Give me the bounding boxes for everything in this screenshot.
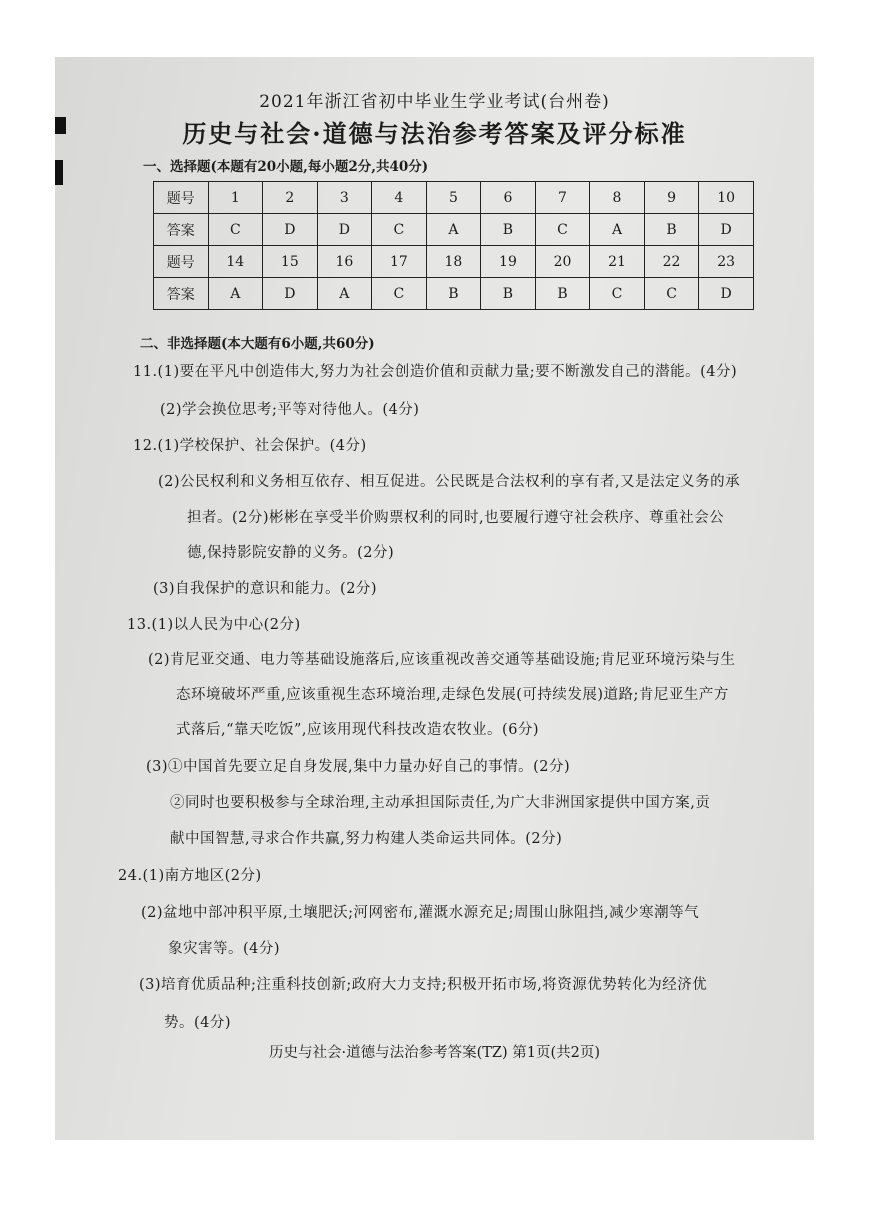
question-number: 1 <box>208 182 263 214</box>
question-number: 2 <box>263 182 318 214</box>
question-number: 21 <box>590 246 645 278</box>
answer-12-1: 12.(1)学校保护、社会保护。(4分) <box>133 438 367 454</box>
answer-12-2-cont: 德,保持影院安静的义务。(2分) <box>187 545 395 561</box>
answer-cell: D <box>263 278 318 310</box>
question-number: 3 <box>317 182 372 214</box>
answer-cell: B <box>481 214 536 246</box>
answer-cell: D <box>317 214 372 246</box>
answer-cell: B <box>535 278 590 310</box>
answer-cell: A <box>590 214 645 246</box>
answer-24-2: (2)盆地中部冲积平原,土壤肥沃;河网密布,灌溉水源充足;周围山脉阻挡,减少寒潮等气 <box>141 905 700 921</box>
row-label: 题号 <box>154 182 209 214</box>
answer-cell: C <box>372 278 427 310</box>
answer-24-1: 24.(1)南方地区(2分) <box>118 868 262 884</box>
section1-heading: 一、选择题(本题有20小题,每小题2分,共40分) <box>143 159 429 175</box>
question-number: 19 <box>481 246 536 278</box>
table-row <box>154 214 754 246</box>
question-number: 17 <box>372 246 427 278</box>
section2-heading: 二、非选择题(本大题有6小题,共60分) <box>140 336 375 352</box>
answer-13-3-cont: ②同时也要积极参与全球治理,主动承担国际责任,为广大非洲国家提供中国方案,贡 <box>170 795 711 811</box>
answer-cell: D <box>263 214 318 246</box>
answer-13-3-cont: 献中国智慧,寻求合作共赢,努力构建人类命运共同体。(2分) <box>170 831 563 847</box>
answer-cell: B <box>481 278 536 310</box>
question-number: 10 <box>699 182 754 214</box>
answer-cell: A <box>208 278 263 310</box>
answer-11-2: (2)学会换位思考;平等对待他人。(4分) <box>160 402 420 418</box>
question-number: 5 <box>426 182 481 214</box>
answer-24-3-cont: 势。(4分) <box>164 1015 232 1031</box>
answer-cell: C <box>590 278 645 310</box>
question-number: 4 <box>372 182 427 214</box>
row-label: 题号 <box>154 246 209 278</box>
question-number: 16 <box>317 246 372 278</box>
answer-cell: A <box>317 278 372 310</box>
answer-11-1: 11.(1)要在平凡中创造伟大,努力为社会创造价值和贡献力量;要不断激发自己的潜能。(4分) <box>133 364 738 380</box>
answer-cell: D <box>699 278 754 310</box>
document-title: 历史与社会·道德与法治参考答案及评分标准 <box>182 119 687 148</box>
question-number: 18 <box>426 246 481 278</box>
question-number: 20 <box>535 246 590 278</box>
table-row <box>154 246 754 278</box>
answer-13-2-cont: 式落后,“靠天吃饭”,应该用现代科技改造农牧业。(6分) <box>176 722 540 738</box>
answer-13-2-cont: 态环境破坏严重,应该重视生态环境治理,走绿色发展(可持续发展)道路;肯尼亚生产方 <box>176 687 729 703</box>
question-number: 23 <box>699 246 754 278</box>
answer-12-2: (2)公民权利和义务相互依存、相互促进。公民既是合法权利的享有者,又是法定义务的承 <box>158 474 741 490</box>
question-number: 8 <box>590 182 645 214</box>
question-number: 14 <box>208 246 263 278</box>
question-number: 22 <box>644 246 699 278</box>
table-row <box>154 182 754 214</box>
answer-cell: B <box>426 278 481 310</box>
answer-cell: A <box>426 214 481 246</box>
answer-12-3: (3)自我保护的意识和能力。(2分) <box>153 581 378 597</box>
answer-24-2-cont: 象灾害等。(4分) <box>168 941 281 957</box>
row-label: 答案 <box>154 278 209 310</box>
answer-cell: C <box>372 214 427 246</box>
answer-12-2-cont: 担者。(2分)彬彬在享受半价购票权利的同时,也要履行遵守社会秩序、尊重社会公 <box>187 510 725 526</box>
answer-cell: B <box>644 214 699 246</box>
answer-13-2: (2)肯尼亚交通、电力等基础设施落后,应该重视改善交通等基础设施;肯尼亚环境污染与生 <box>148 652 736 668</box>
binding-mark <box>55 160 63 185</box>
answer-13-3: (3)①中国首先要立足自身发展,集中力量办好自己的事情。(2分) <box>146 759 571 775</box>
answer-cell: C <box>208 214 263 246</box>
question-number: 9 <box>644 182 699 214</box>
answer-table <box>153 181 754 310</box>
table-row <box>154 278 754 310</box>
answer-13-1: 13.(1)以人民为中心(2分) <box>127 617 301 633</box>
question-number: 15 <box>263 246 318 278</box>
answer-cell: D <box>699 214 754 246</box>
question-number: 6 <box>481 182 536 214</box>
answer-24-3: (3)培育优质品种;注重科技创新;政府大力支持;积极开拓市场,将资源优势转化为经济优 <box>139 977 708 993</box>
question-number: 7 <box>535 182 590 214</box>
answer-cell: C <box>535 214 590 246</box>
row-label: 答案 <box>154 214 209 246</box>
answer-cell: C <box>644 278 699 310</box>
exam-title: 2021年浙江省初中毕业生学业考试(台州卷) <box>259 92 610 112</box>
page-footer: 历史与社会·道德与法治参考答案(TZ) 第1页(共2页) <box>268 1045 601 1061</box>
